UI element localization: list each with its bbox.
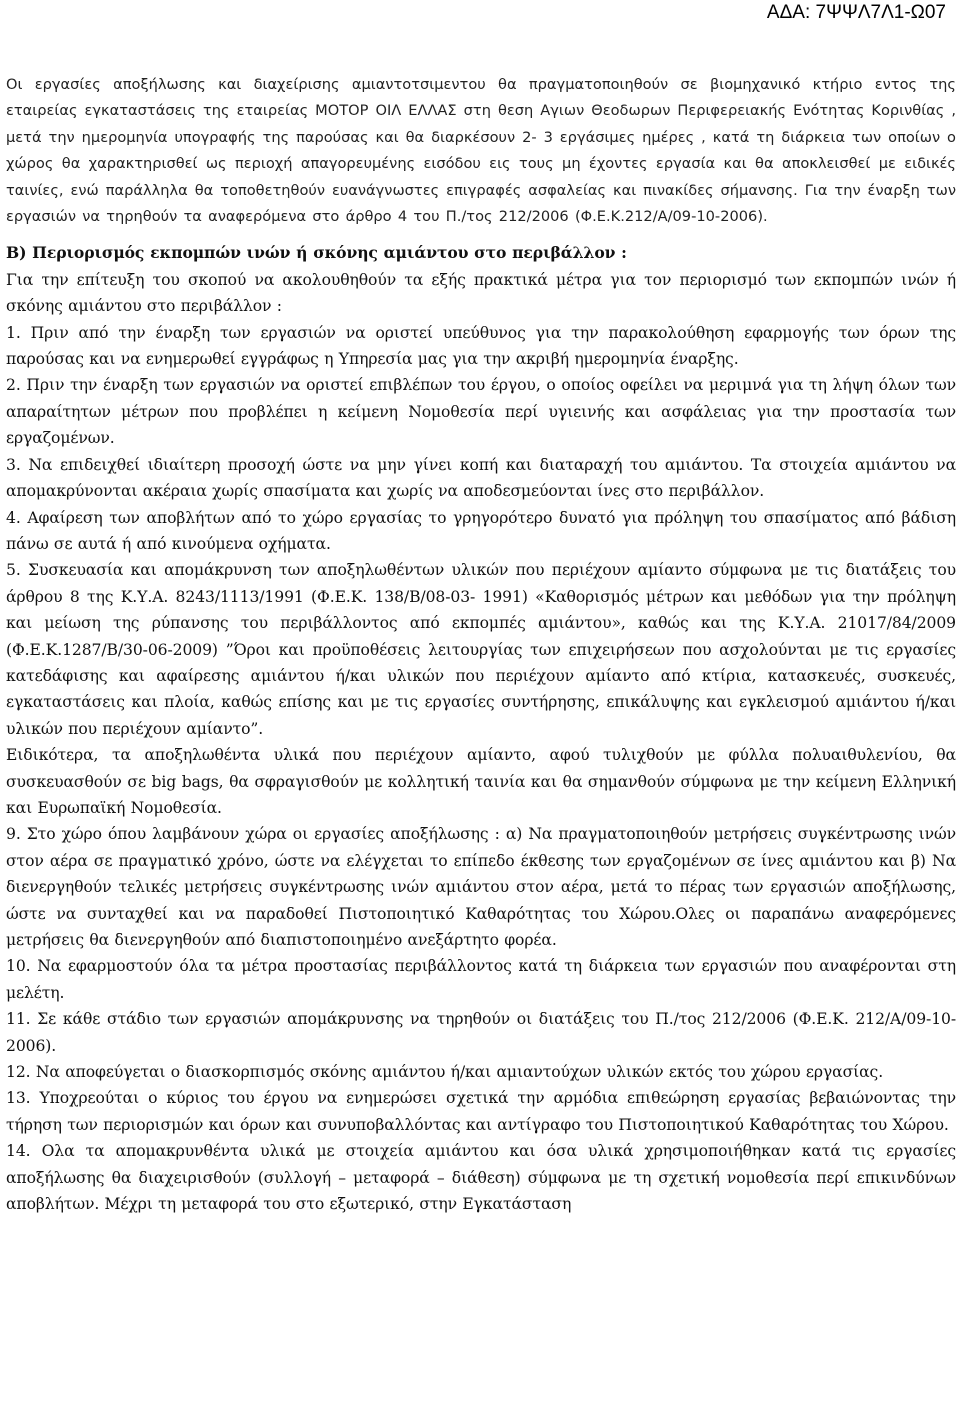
ada-code: ΑΔΑ: 7ΨΨΛ7Λ1-Ω07: [766, 2, 946, 23]
section-b-intro: Για την επίτευξη του σκοπού να ακολουθηθούν τα εξής πρακτικά μέτρα για τον περιορισμό των εκπομπών ινών ή σκόνης αμιάντου στο περιβάλλον :: [6, 270, 956, 316]
document-body: [6, 72, 956, 1217]
list-item-10: 10. Να εφαρμοστούν όλα τα μέτρα προστασίας περιβάλλοντος κατά τη διάρκεια των εργασιών που αναφέρονται στη μελέτη.: [6, 957, 956, 1002]
section-b-heading: Β) Περιορισμός εκπομπών ινών ή σκόνης αμιάντου στο περιβάλλον :: [6, 243, 627, 263]
list-item-12: 12. Να αποφεύγεται ο διασκορπισμός σκόνης αμιάντου ή/και αμιαντούχων υλικών εκτός του χώρου εργασίας.: [6, 1063, 884, 1082]
list-item-5: 5. Συσκευασία και απομάκρυνση των αποξηλωθέντων υλικών που περιέχουν αμίαντο σύμφωνα με τις διατάξεις του άρθρου 8 της Κ.Υ.Α. 8243/1113/1991 (Φ.Ε.Κ. 138/Β/08-03- 1991) «Καθορισμός μέτρων και μεθόδων για την πρόληψη και μείωση της ρύπανσης του περιβάλλοντος από εκπομπές αμιάντου», καθώς και της Κ.Υ.Α. 21017/84/2009 (Φ.Ε.Κ.1287/Β/30-06-2009) ”Όροι και προϋποθέσεις λειτουργίας των επιχειρήσεων που ασχολούνται με τις εργασίες κατεδάφισης και αφαίρεσης αμιάντου ή/και υλικών που περιέχουν αμίαντο από κτίρια, κατασκευές, συσκευές, εγκαταστάσεις και πλοία, καθώς επίσης και με τις εργασίες συντήρησης, επικάλυψης και εγκλεισμού αμιάντου ή/και υλικών που περιέχουν αμίαντο”.: [6, 561, 956, 738]
list-item-4: 4. Αφαίρεση των αποβλήτων από το χώρο εργασίας το γρηγορότερο δυνατό για πρόληψη του σπασίματος από βάδιση πάνω σε αυτά ή από κινούμενα οχήματα.: [6, 508, 956, 553]
list-item-13: 13. Υποχρεούται ο κύριος του έργου να ενημερώσει σχετικά την αρμόδια επιθεώρηση εργασίας βεβαιώνοντας την τήρηση των περιορισμών και όρων και συνυποβαλλόντας και αντίγραφο του Πιστοποιητικού Καθαρότητας του Χώρου.: [6, 1089, 956, 1134]
list-item-11: 11. Σε κάθε στάδιο των εργασιών απομάκρυνσης να τηρηθούν οι διατάξεις του Π./τος 212/2006 (Φ.Ε.Κ. 212/Α/09-10-2006).: [6, 1010, 956, 1055]
list-item-3: 3. Να επιδειχθεί ιδιαίτερη προσοχή ώστε να μην γίνει κοπή και διαταραχή του αμιάντου. Τα στοιχεία αμιάντου να απομακρύνονται ακέραια χωρίς σπασίματα και χωρίς να αποδεσμεύονται ίνες στο περιβάλλον.: [6, 455, 956, 501]
list-item-9: 9. Στο χώρο όπου λαμβάνουν χώρα οι εργασίες αποξήλωσης : α) Να πραγματοποιηθούν μετρήσεις συγκέντρωσης ινών στον αέρα σε πραγματικό χρόνο, ώστε να ελέγχεται το επίπεδο έκθεσης των εργαζομένων σε ίνες αμιάντου και β) Να διενεργηθούν τελικές μετρήσεις συγκέντρωσης ινών αμιάντου στον αέρα, μετά το πέρας των εργασιών αποξήλωσης, ώστε να συνταχθεί και να παραδοθεί Πιστοποιητικό Καθαρότητας του Χώρου.Ολες οι παραπάνω αναφερόμενες μετρήσεις θα διενεργηθούν από διαπιστοποιημένο ανεξάρτητο φορέα.: [6, 825, 956, 949]
list-item-14: 14. Ολα τα απομακρυνθέντα υλικά με στοιχεία αμιάντου και όσα υλικά χρησιμοποιήθηκαν κατά τις εργασίες αποξήλωσης θα διαχειρισθούν (συλλογή – μεταφορά – διάθεση) σύμφωνα με τη σχετική νομοθεσία περί επικινδύνων αποβλήτων. Μέχρι τη μεταφορά του στο εξωτερικό, στην Εγκατάσταση: [6, 1142, 956, 1214]
intro-paragraph: Οι εργασίες αποξήλωσης και διαχείρισης αμιαντοτσιμεντου θα πραγματοποιηθούν σε βιομηχανικό κτήριο εντος της εταιρείας εγκαταστάσεις της εταιρείας ΜΟΤΟΡ ΟΙΛ ΕΛΛΑΣ στη θεση Αγιων Θεοδωρων Περιφερειακής Ενότητας Κορινθίας , μετά την ημερομηνία υπογραφής της παρούσας και θα διαρκέσουν 2- 3 εργάσιμες ημέρες , κατά τη διάρκεια των οποίων ο χώρος θα χαρακτηρισθεί ως περιοχή απαγορευμένης εισόδου εις τους μη έχοντες εργασία και θα αποκλεισθεί με ειδικές ταινίες, ενώ παράλληλα θα τοποθετηθούν ευανάγνωστες επιγραφές ασφαλείας και πινακίδες σήμανσης. Για την έναρξη των εργασιών να τηρηθούν τα αναφερόμενα στο άρθρο 4 του Π./τος 212/2006 (Φ.Ε.Κ.212/Α/09-10-2006).: [6, 76, 956, 226]
list-item-1: 1. Πριν από την έναρξη των εργασιών να οριστεί υπεύθυνος για την παρακολούθηση εφαρμογής των όρων της παρούσας και να ενημερωθεί εγγράφως η Υπηρεσία μας για την ακριβή ημερομηνία έναρξης.: [6, 323, 956, 369]
list-item-2: 2. Πριν την έναρξη των εργασιών να οριστεί επιβλέπων του έργου, ο οποίος οφείλει να μεριμνά για τη λήψη όλων των απαραίτητων μέτρων που προβλέπει η κείμενη Νομοθεσία περί υγιεινής και ασφάλειας για την προστασία των εργαζομένων.: [6, 376, 956, 448]
list-item-specifics: Ειδικότερα, τα αποξηλωθέντα υλικά που περιέχουν αμίαντο, αφού τυλιχθούν με φύλλα πολυαιθυλενίου, θα συσκευασθούν σε big bags, θα σφραγισθούν με κολλητική ταινία και θα σημανθούν σύμφωνα με την κείμενη Ελληνική και Ευρωπαϊκή Νομοθεσία.: [6, 746, 956, 817]
